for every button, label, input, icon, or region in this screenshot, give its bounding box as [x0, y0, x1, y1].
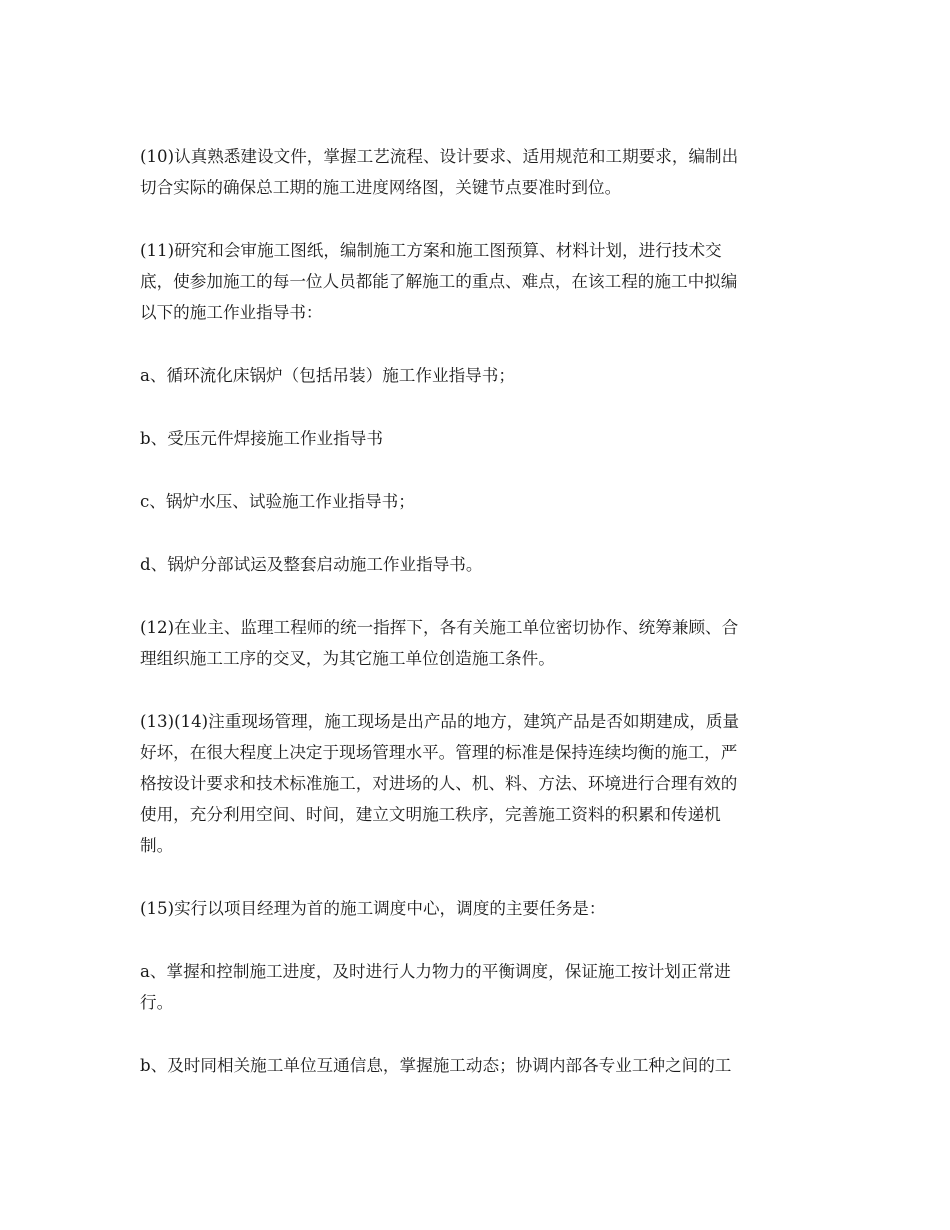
text-line: a、掌握和控制施工进度，及时进行人力物力的平衡调度，保证施工按计划正常进 — [140, 962, 731, 981]
text-line: 行。 — [140, 993, 174, 1012]
text-line: (11)研究和会审施工图纸，编制施工方案和施工图预算、材料计划，进行技术交 — [140, 241, 722, 260]
list-item-d — [140, 549, 812, 580]
text-line: 切合实际的确保总工期的施工进度网络图，关键节点要准时到位。 — [140, 178, 622, 197]
text-line: b、受压元件焊接施工作业指导书 — [140, 429, 383, 448]
paragraph-10 — [140, 141, 812, 203]
list-item-a — [140, 360, 812, 391]
paragraph-15 — [140, 893, 812, 924]
text-line: 格按设计要求和技术标准施工，对进场的人、机、料、方法、环境进行合理有效的 — [140, 774, 738, 793]
text-line: (12)在业主、监理工程师的统一指挥下，各有关施工单位密切协作、统筹兼顾、合 — [140, 618, 739, 637]
text-line: b、及时同相关施工单位互通信息，掌握施工动态；协调内部各专业工种之间的工 — [140, 1056, 732, 1075]
text-line: 理组织施工工序的交叉，为其它施工单位创造施工条件。 — [140, 649, 555, 668]
list-item-15b — [140, 1050, 812, 1081]
list-item-15a — [140, 956, 812, 1018]
list-item-c — [140, 486, 812, 517]
text-line: (10)认真熟悉建设文件，掌握工艺流程、设计要求、适用规范和工期要求，编制出 — [140, 147, 739, 166]
text-line: c、锅炉水压、试验施工作业指导书； — [140, 492, 415, 511]
text-line: 使用，充分利用空间、时间，建立文明施工秩序，完善施工资料的积累和传递机 — [140, 805, 721, 824]
list-item-b — [140, 423, 812, 454]
paragraph-12 — [140, 612, 812, 674]
text-line: d、锅炉分部试运及整套启动施工作业指导书。 — [140, 555, 483, 574]
text-line: (15)实行以项目经理为首的施工调度中心，调度的主要任务是： — [140, 899, 606, 918]
text-line: 好坏，在很大程度上决定于现场管理水平。管理的标准是保持连续均衡的施工，严 — [140, 743, 738, 762]
paragraph-11 — [140, 235, 812, 328]
text-line: 制。 — [140, 836, 174, 855]
text-line: 以下的施工作业指导书： — [140, 303, 323, 322]
text-line: (13)(14)注重现场管理，施工现场是出产品的地方，建筑产品是否如期建成，质量 — [140, 712, 740, 731]
text-line: a、循环流化床锅炉（包括吊装）施工作业指导书； — [140, 366, 515, 385]
document-body — [140, 141, 812, 1081]
text-line: 底，使参加施工的每一位人员都能了解施工的重点、难点，在该工程的施工中拟编 — [140, 272, 738, 291]
paragraph-13-14 — [140, 706, 812, 861]
